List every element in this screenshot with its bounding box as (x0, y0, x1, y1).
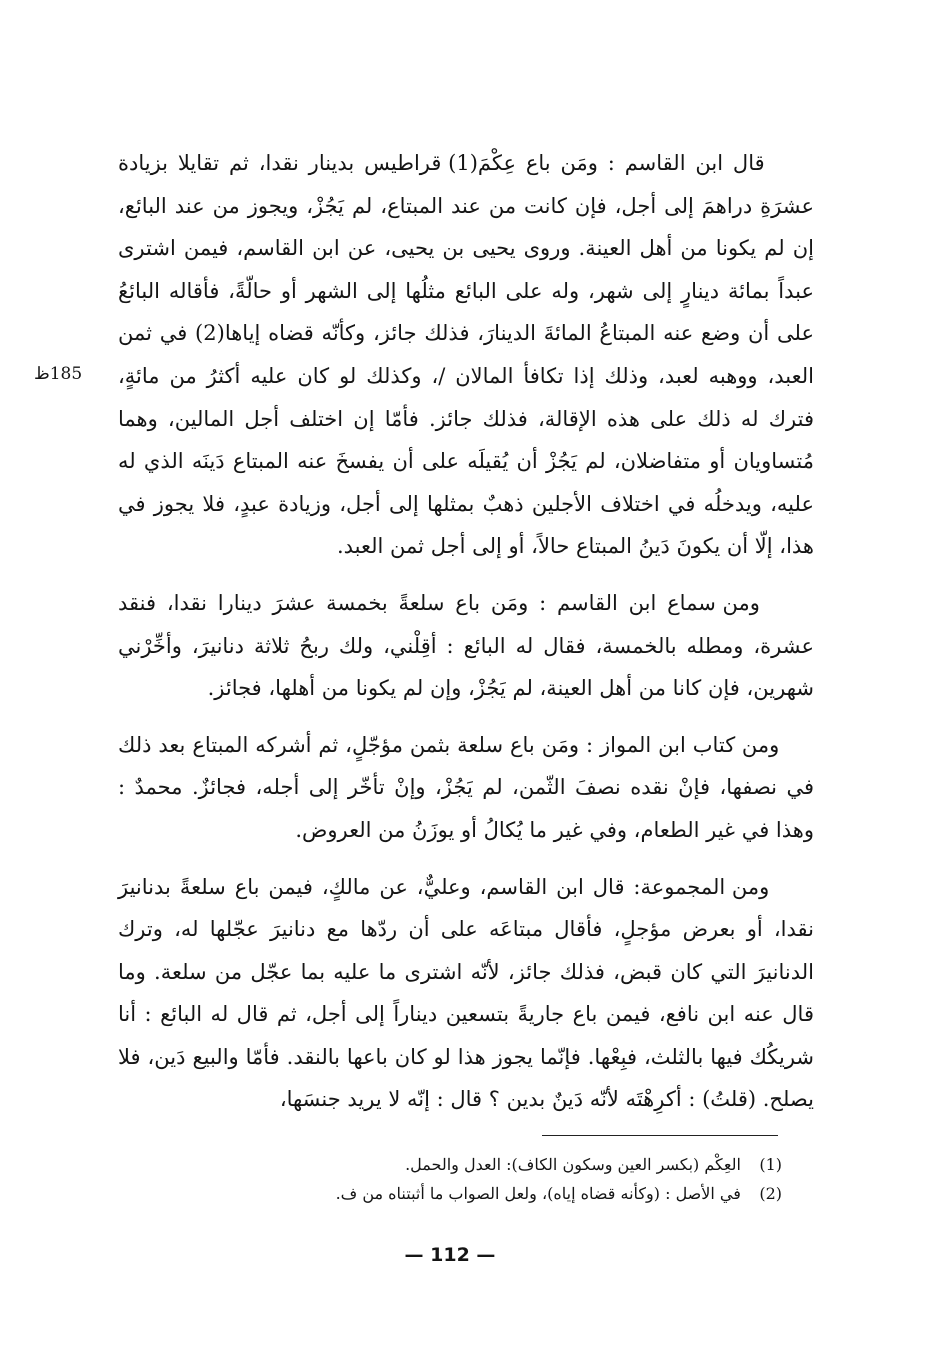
footnote-divider (542, 1135, 778, 1136)
footnote-number: (1) (759, 1155, 782, 1174)
paragraph-2: ومن سماع ابن القاسم : ومَن باع سلعةً بخمسة عشرَ دينارا نقدا، فنقد عشرة، ومطله بالخمسة، فقال له البائع : أقِلْني، ولك ربحُ ثلاثة دنانيرَ، وأخِّرْني شهرين، فإن كانا من أهل العينة، لم يَجُزْ، وإن لم يكونا من أهلها، فجائز. (118, 590, 814, 701)
paragraph-1: قال ابن القاسم : ومَن باع عِكْمَ(1) قراطيس بدينار نقدا، ثم تقايلا بزيادة عشرَةِ دراهمَ إلى أجل، فإن كانت من عند المبتاع، لم يَجُزْ، ويجوز من عند البائع، إن لم يكونا من أهل العينة. وروى يحيى بن يحيى، عن ابن القاسم، فيمن اشترى عبداً بمائة دينارٍ إلى شهر، وله على البائع مثلُها إلى الشهر أو حالّةً، فأقاله البائعُ على أن وضع عنه المبتاعُ المائةَ الدينارَ، فذلك جائز، وكأنّه قضاه إياها(2) في ثمن العبد، ووهبه لعبد، وذلك إذا تكافأ المالان /، وكذلك لو كان عليه أكثرُ من مائةٍ، فترك له ذلك على هذه الإقالة، فذلك جائز. فأمّا إن اختلف أجل المالين، وهما مُتساويان أو متفاضلان، لم يَجُزْ أن يُقيلَه على أن يفسخَ عنه المبتاع دَينَه الذي له عليه، ويدخلُه في اختلاف الأجلين ذهبٌ بمثلها إلى أجل، وزيادة عبدٍ، فلا يجوز في هذا، إلّا أن يكونَ دَينُ المبتاع حالاً، أو إلى أجل ثمن العبد. (118, 151, 814, 559)
main-text (118, 142, 814, 1121)
footnote-2 (300, 1179, 782, 1208)
footnote-text: في الأصل : (وكأنه قضاه إياه)، ولعل الصواب ما أثبتناه من ف. (335, 1184, 741, 1203)
paragraph-3: ومن كتاب ابن المواز : ومَن باع سلعة بثمن مؤجّلٍ، ثم أشركه المبتاع بعد ذلك في نصفها، فإنْ نقده نصفَ الثّمن، لم يَجُزْ، وإنْ تأخّر إلى أجله، فجائزٌ. محمدٌ : وهذا في غير الطعام، وفي غير ما يُكالُ أو يوزَنُ من العروض. (118, 732, 814, 842)
footnotes (300, 1150, 782, 1208)
footnote-number: (2) (759, 1184, 782, 1203)
paragraph-4: ومن المجموعة: قال ابن القاسم، وعليٌّ، عن مالكٍ، فيمن باع سلعةً بدنانيرَ نقدا، أو بعرض مؤجلٍ، فأقال مبتاعَه على أن ردّها مع دنانيرَ عجّلها له، وترك الدنانيرَ التي كان قبض، فذلك جائز، لأنّه اشترى ما عليه بما عجّل من سلعة. وما قال عنه ابن نافع، فيمن باع جاريةً بتسعين ديناراً إلى أجل، ثم قال له البائع : أنا شريكُك فيها بالثلث، فبِعْها. فإنّما يجوز هذا لو كان باعها بالنقد. فأمّا والبيع دَين، فلا يصلح. (قلتُ) : أكرِهْتَه لأنّه دَينٌ بدين ؟ قال : إنّه لا يريد جنسَها، (118, 874, 815, 1112)
manuscript-folio-marker: 185ظ (34, 364, 83, 384)
footnote-text: العِكْم (بكسر العين وسكون الكاف): العدل والحمل. (405, 1155, 741, 1174)
footnote-1 (300, 1150, 782, 1179)
page-number: — 112 — (404, 1244, 496, 1266)
